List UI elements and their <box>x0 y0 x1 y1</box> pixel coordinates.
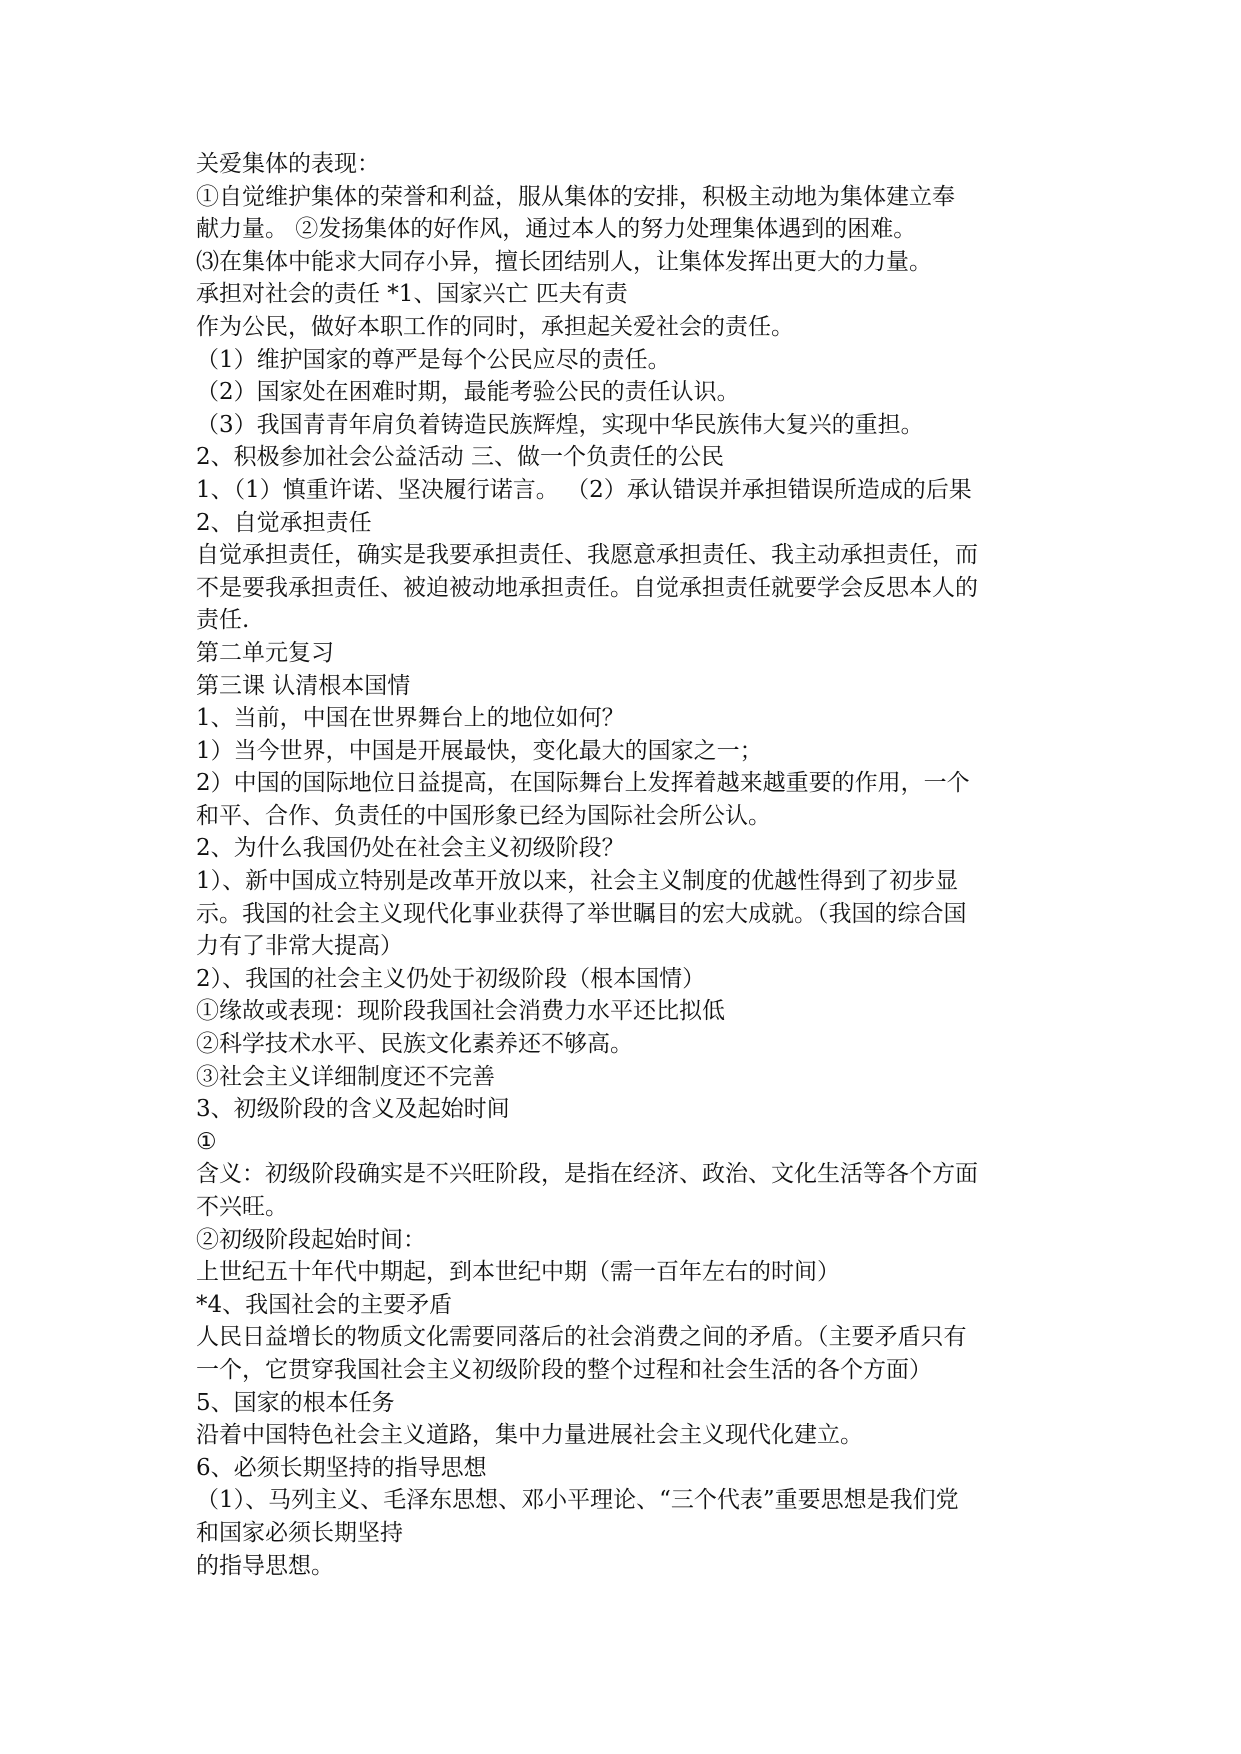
text-line: 1、当前，中国在世界舞台上的地位如何？ <box>196 705 625 732</box>
text-line: 2、积极参加社会公益活动 三、做一个负责任的公民 <box>196 444 724 471</box>
text-line: 5、国家的根本任务 <box>196 1389 395 1416</box>
text-line: 1）当今世界，中国是开展最快，变化最大的国家之一； <box>196 737 763 764</box>
text-line: 第二单元复习 <box>196 639 334 666</box>
text-line: 3、初级阶段的含义及起始时间 <box>196 1096 510 1123</box>
text-line: 不兴旺。 <box>196 1194 288 1220</box>
text-line: 责任. <box>196 607 250 634</box>
text-line: （2）国家处在困难时期，最能考验公民的责任认识。 <box>196 379 740 406</box>
text-line: 关爱集体的表现： <box>196 151 380 177</box>
text-line: （3）我国青青年肩负着铸造民族辉煌，实现中华民族伟大复兴的重担。 <box>196 411 924 438</box>
text-line: 1、（1）慎重许诺、坚决履行诺言。 （2）承认错误并承担错误所造成的后果 <box>196 476 972 503</box>
text-line: ① <box>196 1128 217 1155</box>
text-line: 和平、合作、负责任的中国形象已经为国际社会所公认。 <box>196 802 771 829</box>
text-line: ①缘故或表现：现阶段我国社会消费力水平还比拟低 <box>196 998 725 1025</box>
text-line: 6、必须长期坚持的指导思想 <box>196 1454 487 1481</box>
text-line: 献力量。 ②发扬集体的好作风，通过本人的努力处理集体遇到的困难。 <box>196 216 917 243</box>
text-line: 的指导思想。 <box>196 1552 334 1579</box>
text-line: 作为公民，做好本职工作的同时，承担起关爱社会的责任。 <box>196 313 794 340</box>
text-line: ⑶在集体中能求大同存小异，擅长团结别人，让集体发挥出更大的力量。 <box>196 248 932 275</box>
text-line: ②科学技术水平、民族文化素养还不够高。 <box>196 1031 633 1058</box>
text-line: 2、为什么我国仍处在社会主义初级阶段？ <box>196 835 625 862</box>
text-line: （1）、马列主义、毛泽东思想、邓小平理论、“三个代表”重要思想是我们党 <box>196 1487 959 1514</box>
text-line: 示。我国的社会主义现代化事业获得了举世瞩目的宏大成就。（我国的综合国 <box>196 900 967 927</box>
text-line: 2）中国的国际地位日益提高，在国际舞台上发挥着越来越重要的作用，一个 <box>196 770 970 797</box>
text-line: 第三课 认清根本国情 <box>196 672 411 699</box>
text-line: 不是要我承担责任、被迫被动地承担责任。自觉承担责任就要学会反思本人的 <box>196 574 978 601</box>
text-line: （1）维护国家的尊严是每个公民应尽的责任。 <box>196 346 671 373</box>
text-line: *4、我国社会的主要矛盾 <box>196 1291 453 1318</box>
text-line: 力有了非常大提高） <box>196 933 403 960</box>
text-line: 自觉承担责任，确实是我要承担责任、我愿意承担责任、我主动承担责任，而 <box>196 542 978 569</box>
text-line: 2）、我国的社会主义仍处于初级阶段（根本国情） <box>196 965 706 992</box>
text-line: 上世纪五十年代中期起，到本世纪中期（需一百年左右的时间） <box>196 1259 840 1286</box>
text-line: 承担对社会的责任 *1、国家兴亡 匹夫有责 <box>196 281 628 308</box>
text-line: 2、自觉承担责任 <box>196 509 372 536</box>
text-line: 一个，它贯穿我国社会主义初级阶段的整个过程和社会生活的各个方面） <box>196 1356 932 1383</box>
text-line: 1）、新中国成立特别是改革开放以来，社会主义制度的优越性得到了初步显 <box>196 868 959 895</box>
text-line: ③社会主义详细制度还不完善 <box>196 1063 495 1090</box>
text-line: 人民日益增长的物质文化需要同落后的社会消费之间的矛盾。（主要矛盾只有 <box>196 1324 967 1351</box>
text-line: 和国家必须长期坚持 <box>196 1519 403 1546</box>
text-line: 含义：初级阶段确实是不兴旺阶段，是指在经济、政治、文化生活等各个方面 <box>196 1161 978 1188</box>
document-body <box>196 148 1066 1582</box>
text-line: ②初级阶段起始时间： <box>196 1226 426 1253</box>
text-line: ①自觉维护集体的荣誉和利益，服从集体的安排，积极主动地为集体建立奉 <box>196 183 955 210</box>
text-line: 沿着中国特色社会主义道路，集中力量进展社会主义现代化建立。 <box>196 1422 863 1449</box>
